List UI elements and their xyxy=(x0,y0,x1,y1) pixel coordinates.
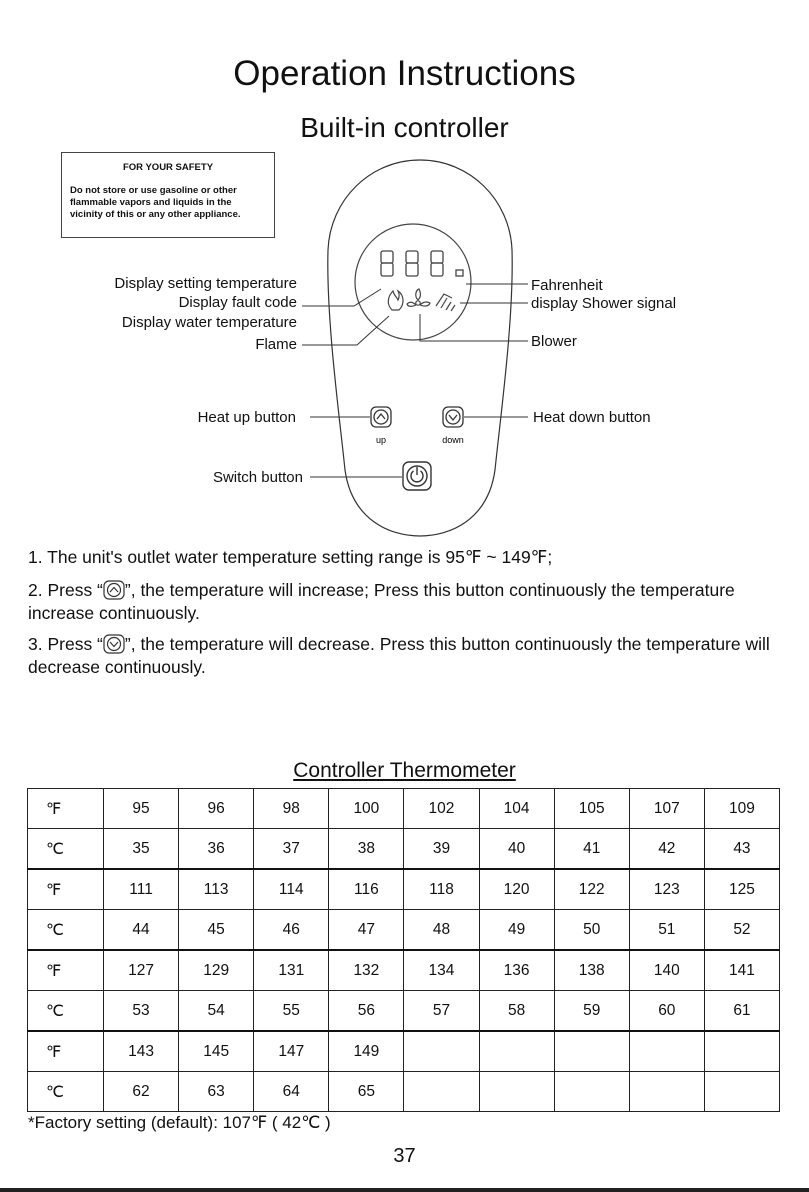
table-cell: 40 xyxy=(479,829,554,870)
table-cell: 127 xyxy=(104,950,179,991)
table-cell: 49 xyxy=(479,910,554,951)
unit-fahrenheit: ℉ xyxy=(28,869,104,910)
table-cell xyxy=(479,1072,554,1112)
label-shower-signal: display Shower signal xyxy=(531,295,677,312)
thermometer-title: Controller Thermometer xyxy=(293,759,516,782)
unit-celsius: ℃ xyxy=(28,829,104,870)
table-cell xyxy=(554,1072,629,1112)
table-cell: 35 xyxy=(104,829,179,870)
table-cell: 50 xyxy=(554,910,629,951)
table-row xyxy=(28,991,780,1032)
table-cell: 141 xyxy=(704,950,779,991)
table-cell: 47 xyxy=(329,910,404,951)
table-row xyxy=(28,869,780,910)
heat-down-button xyxy=(443,407,463,427)
table-cell: 55 xyxy=(254,991,329,1032)
table-cell: 61 xyxy=(704,991,779,1032)
table-cell: 63 xyxy=(179,1072,254,1112)
down-label: down xyxy=(442,435,464,445)
page-number: 37 xyxy=(393,1145,416,1167)
table-cell: 58 xyxy=(479,991,554,1032)
label-heat-down-button: Heat down button xyxy=(533,409,651,426)
instruction-3: 3. Press “ ”, the temperature will decrease. Press this button continuously the temperature will decrease continuously. xyxy=(28,634,770,677)
table-cell: 134 xyxy=(404,950,479,991)
label-flame: Flame xyxy=(255,336,297,353)
instruction-2: 2. Press “ ”, the temperature will increase; Press this button continuously the temperature increase continuously. xyxy=(28,580,735,623)
unit-celsius: ℃ xyxy=(28,991,104,1032)
table-cell: 143 xyxy=(104,1031,179,1072)
bottom-rule xyxy=(0,1188,809,1192)
table-row xyxy=(28,1072,780,1112)
shower-icon xyxy=(436,294,455,311)
leader-lines xyxy=(302,284,528,477)
unit-fahrenheit: ℉ xyxy=(28,789,104,829)
table-cell: 38 xyxy=(329,829,404,870)
display-digits xyxy=(381,251,463,276)
page-subtitle: Built-in controller xyxy=(300,112,509,143)
table-cell: 51 xyxy=(629,910,704,951)
table-cell: 42 xyxy=(629,829,704,870)
table-cell: 96 xyxy=(179,789,254,829)
table-cell: 122 xyxy=(554,869,629,910)
table-cell xyxy=(704,1031,779,1072)
table-row xyxy=(28,910,780,951)
table-cell: 59 xyxy=(554,991,629,1032)
unit-fahrenheit: ℉ xyxy=(28,1031,104,1072)
table-cell: 45 xyxy=(179,910,254,951)
table-cell: 120 xyxy=(479,869,554,910)
table-cell: 140 xyxy=(629,950,704,991)
table-cell xyxy=(629,1031,704,1072)
table-cell: 56 xyxy=(329,991,404,1032)
label-fahrenheit: Fahrenheit xyxy=(531,277,603,294)
table-cell xyxy=(404,1072,479,1112)
table-row xyxy=(28,950,780,991)
table-cell: 39 xyxy=(404,829,479,870)
table-cell xyxy=(704,1072,779,1112)
label-heat-up-button: Heat up button xyxy=(197,409,296,426)
label-switch-button: Switch button xyxy=(212,469,303,486)
table-cell: 107 xyxy=(629,789,704,829)
table-cell: 62 xyxy=(104,1072,179,1112)
safety-heading: FOR YOUR SAFETY xyxy=(122,162,214,173)
table-cell xyxy=(554,1031,629,1072)
table-cell: 145 xyxy=(179,1031,254,1072)
table-cell: 52 xyxy=(704,910,779,951)
table-cell: 37 xyxy=(254,829,329,870)
table-cell: 65 xyxy=(329,1072,404,1112)
table-row xyxy=(28,789,780,829)
table-cell: 36 xyxy=(179,829,254,870)
table-cell: 125 xyxy=(704,869,779,910)
table-cell: 41 xyxy=(554,829,629,870)
instruction-1: 1. The unit's outlet water temperature setting range is 95℉ ~ 149℉; xyxy=(28,547,553,567)
display-ring xyxy=(355,224,471,340)
table-cell: 114 xyxy=(254,869,329,910)
table-cell: 131 xyxy=(254,950,329,991)
table-cell: 149 xyxy=(329,1031,404,1072)
thermometer-table xyxy=(27,788,780,1112)
label-blower: Blower xyxy=(531,333,577,350)
table-cell: 43 xyxy=(704,829,779,870)
table-cell: 118 xyxy=(404,869,479,910)
unit-fahrenheit: ℉ xyxy=(28,950,104,991)
table-cell: 48 xyxy=(404,910,479,951)
table-cell: 132 xyxy=(329,950,404,991)
blower-icon xyxy=(407,289,430,306)
table-cell: 136 xyxy=(479,950,554,991)
factory-setting-note: *Factory setting (default): 107℉ ( 42℃ ) xyxy=(28,1113,331,1132)
table-cell: 138 xyxy=(554,950,629,991)
label-display-fault-code: Display fault code xyxy=(178,294,297,311)
table-cell: 53 xyxy=(104,991,179,1032)
table-cell xyxy=(629,1072,704,1112)
safety-body: Do not store or use gasoline or other flammable vapors and liquids in the vicinity of this or any other appliance. xyxy=(70,185,241,220)
flame-icon xyxy=(388,291,403,310)
page-title: Operation Instructions xyxy=(233,54,576,93)
table-cell: 44 xyxy=(104,910,179,951)
table-cell: 98 xyxy=(254,789,329,829)
table-cell: 123 xyxy=(629,869,704,910)
table-cell: 109 xyxy=(704,789,779,829)
unit-celsius: ℃ xyxy=(28,1072,104,1112)
label-display-setting-temperature: Display setting temperature xyxy=(114,275,297,292)
table-cell: 54 xyxy=(179,991,254,1032)
table-cell: 46 xyxy=(254,910,329,951)
power-button xyxy=(403,462,431,490)
heat-up-button xyxy=(371,407,391,427)
table-cell: 60 xyxy=(629,991,704,1032)
table-cell: 147 xyxy=(254,1031,329,1072)
table-row xyxy=(28,1031,780,1072)
table-cell: 100 xyxy=(329,789,404,829)
up-arrow-icon xyxy=(103,580,125,600)
table-cell: 105 xyxy=(554,789,629,829)
up-label: up xyxy=(375,435,387,445)
label-display-water-temperature: Display water temperature xyxy=(121,314,297,331)
table-cell: 129 xyxy=(179,950,254,991)
table-cell: 57 xyxy=(404,991,479,1032)
table-cell xyxy=(404,1031,479,1072)
table-cell: 113 xyxy=(179,869,254,910)
unit-celsius: ℃ xyxy=(28,910,104,951)
table-cell: 104 xyxy=(479,789,554,829)
down-arrow-icon xyxy=(103,634,125,654)
table-cell: 111 xyxy=(104,869,179,910)
table-cell xyxy=(479,1031,554,1072)
table-cell: 95 xyxy=(104,789,179,829)
controller-body xyxy=(328,160,512,536)
table-row xyxy=(28,829,780,870)
table-cell: 116 xyxy=(329,869,404,910)
table-cell: 102 xyxy=(404,789,479,829)
table-cell: 64 xyxy=(254,1072,329,1112)
